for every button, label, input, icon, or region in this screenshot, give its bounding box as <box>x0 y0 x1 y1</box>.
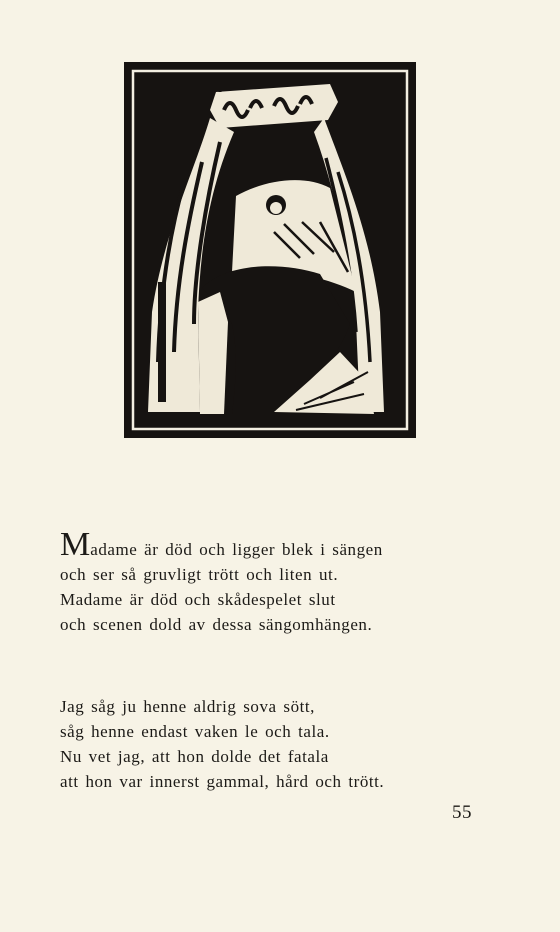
poem-stanza-1 <box>60 526 383 637</box>
woodcut-illustration <box>124 62 416 438</box>
drop-cap: M <box>60 526 91 563</box>
poem-line: och scenen dold av dessa sängomhängen. <box>60 615 373 634</box>
poem-line: Nu vet jag, att hon dolde det fatala <box>60 747 329 766</box>
poem-stanza-2 <box>60 694 384 794</box>
poem-line: såg henne endast vaken le och tala. <box>60 722 330 741</box>
poem-line: och ser så gruvligt trött och liten ut. <box>60 565 339 584</box>
poem-line: Jag såg ju henne aldrig sova sött, <box>60 697 315 716</box>
poem-line: att hon var innerst gammal, hård och trött. <box>60 772 385 791</box>
woodcut-canopy-bed-icon <box>124 62 416 438</box>
poem-line <box>60 526 383 563</box>
page-number: 55 <box>452 802 472 823</box>
poem-line: Madame är död och skådespelet slut <box>60 590 336 609</box>
poem-line-text: adame är död och ligger blek i sängen <box>90 540 383 559</box>
